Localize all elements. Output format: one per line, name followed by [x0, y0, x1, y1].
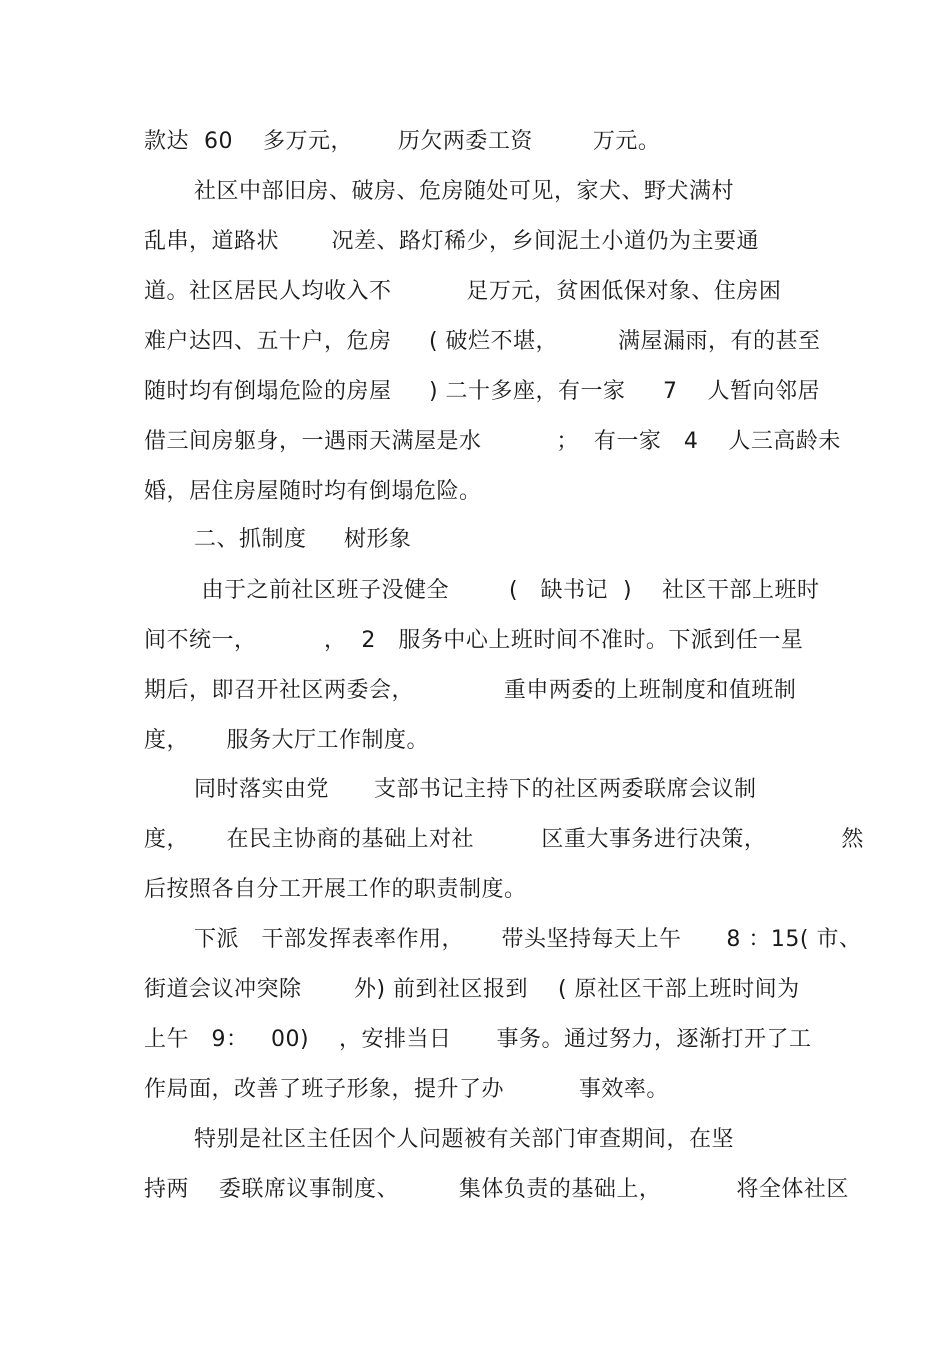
text-line: 后按照各自分工开展工作的职责制度。 [144, 877, 527, 902]
text-line: 作局面，改善了班子形象，提升了办 事效率。 [144, 1077, 669, 1102]
text-line: 借三间房躯身，一遇雨天满屋是水 ； 有一家 4 人三高龄未 [144, 429, 841, 454]
text-line: 款达 60 多万元， 历欠两委工资 万元。 [144, 129, 661, 154]
text-line: 随时均有倒塌危险的房屋 ) 二十多座，有一家 7 人暂向邻居 [144, 379, 820, 404]
section-heading: 二、抓制度 树形象 [194, 527, 412, 552]
paragraph-start-line: 下派 干部发挥表率作用， 带头坚持每天上午 8 ：15( 市、 [194, 927, 862, 952]
text-line: 上午 9： 00) ，安排当日 事务。通过努力，逐渐打开了工 [144, 1027, 812, 1052]
text-line: 婚，居住房屋随时均有倒塌危险。 [144, 479, 482, 504]
text-line: 期后，即召开社区两委会， 重申两委的上班制度和值班制 [144, 678, 797, 703]
paragraph-start-line: 社区中部旧房、破房、危房随处可见，家犬、野犬满村 [194, 179, 735, 204]
text-line: 度， 服务大厅工作制度。 [144, 728, 429, 753]
text-line: 乱串，道路状 况差、路灯稀少，乡间泥土小道仍为主要通 [144, 229, 759, 254]
text-line: 街道会议冲突除 外) 前到社区报到 ( 原社区干部上班时间为 [144, 977, 800, 1002]
paragraph-start-line: 同时落实由党 支部书记主持下的社区两委联席会议制 [194, 777, 757, 802]
text-line: 度， 在民主协商的基础上对社 区重大事务进行决策， 然 [144, 827, 864, 852]
paragraph-start-line: 特别是社区主任因个人问题被有关部门审查期间，在坚 [194, 1127, 735, 1152]
paragraph-start-line: 由于之前社区班子没健全 ( 缺书记 ) 社区干部上班时 [194, 578, 820, 603]
text-line: 间不统一， ， 2 服务中心上班时间不准时。下派到任一星 [144, 628, 804, 653]
text-line: 道。社区居民人均收入不 足万元，贫困低保对象、住房困 [144, 279, 782, 304]
text-line: 持两 委联席议事制度、 集体负责的基础上， 将全体社区 [144, 1177, 849, 1202]
text-line: 难户达四、五十户，危房 ( 破烂不堪， 满屋漏雨，有的甚至 [144, 329, 821, 354]
